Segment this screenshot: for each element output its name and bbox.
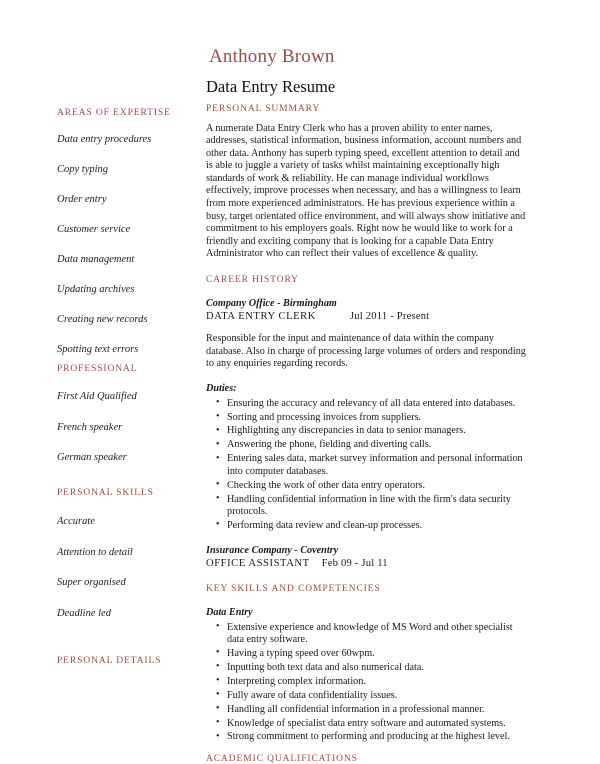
list-item: Order entry <box>57 194 107 205</box>
job-employer: Company Office - Birmingham <box>206 298 337 310</box>
key-skills-list <box>206 622 526 744</box>
skill-group-label: Data Entry <box>206 606 253 618</box>
list-item: • Strong commitment to performing and producing at the highest level. <box>206 731 526 743</box>
list-item: French speaker <box>57 421 123 433</box>
list-item: • Interpreting complex information. <box>206 676 526 688</box>
sidebar-section-personal-details <box>57 656 161 666</box>
list-item: • Entering sales data, market survey information and personal information into computer databases. <box>206 453 526 478</box>
list-item: • Inputting both text data and also numerical data. <box>206 662 526 674</box>
list-item: • Answering the phone, fielding and diverting calls. <box>206 439 526 451</box>
section-heading-personal-summary: PERSONAL SUMMARY <box>206 103 321 114</box>
job-entry <box>206 545 526 570</box>
list-item: • Extensive experience and knowledge of MS Word and other specialist data entry software. <box>206 622 526 647</box>
job-role: OFFICE ASSISTANT <box>206 557 310 569</box>
list-item: Attention to detail <box>57 546 133 558</box>
sidebar-heading-expertise: AREAS OF EXPERTISE <box>57 108 171 118</box>
personal-summary-text: A numerate Data Entry Clerk who has a proven ability to enter names, addresses, statistical information, business information, account numbers and other data. Anthony has superb typing speed, excellent attention to detail and is able to juggle a variety of tasks whilst maintaining exceptionally high standards of work & reliability. He can manage individual workflows effectively, improve processes when necessary, and has a willingness to learn from more experienced administrators. He has previous experience within a busy, target orientated office environment, and will always show initiative and commitment to his employers goals. Right now he would like to work for a friendly and exciting company that is looking for a capable Data Entry Administrator who can reflect their values of excellence & quality. <box>206 122 526 260</box>
candidate-name: Anthony Brown <box>209 46 335 67</box>
list-item: • Handling confidential information in line with the firm's data security protocols. <box>206 494 526 519</box>
job-role: DATA ENTRY CLERK <box>206 310 316 322</box>
list-item: • Having a typing speed over 60wpm. <box>206 648 526 660</box>
list-item: Copy typing <box>57 164 109 175</box>
section-heading-academic: ACADEMIC QUALIFICATIONS <box>206 753 358 764</box>
job-role-line <box>206 311 526 324</box>
sidebar-list-personal-skills <box>57 517 154 619</box>
list-item: Data entry procedures <box>57 134 152 145</box>
list-item: • Sorting and processing invoices from suppliers. <box>206 412 526 424</box>
sidebar-heading-professional: PROFESSIONAL <box>57 364 138 374</box>
section-heading-career-history: CAREER HISTORY <box>206 275 299 286</box>
job-role-line <box>206 558 526 571</box>
list-item: • Fully aware of data confidentiality issues. <box>206 690 526 702</box>
job-description: Responsible for the input and maintenance of data within the company database. Also in charge of processing large volumes of orders and responding to any enquiries regarding records. <box>206 333 526 370</box>
job-entry <box>206 298 526 532</box>
list-item: Accurate <box>57 516 95 527</box>
list-item: • Handling all confidential information in a professional manner. <box>206 704 526 716</box>
sidebar-section-expertise <box>57 108 171 375</box>
sidebar-heading-personal-skills: PERSONAL SKILLS <box>57 488 154 498</box>
list-item: Updating archives <box>57 284 135 295</box>
list-item: Customer service <box>57 224 131 235</box>
duties-list <box>206 398 526 533</box>
sidebar-heading-personal-details: PERSONAL DETAILS <box>57 656 162 666</box>
list-item: German speaker <box>57 452 127 463</box>
list-item: • Knowledge of specialist data entry software and automated systems. <box>206 718 526 730</box>
job-dates: Feb 09 - Jul 11 <box>321 557 388 569</box>
list-item: Data management <box>57 254 135 265</box>
list-item: • Performing data review and clean-up processes. <box>206 520 526 532</box>
job-dates: Jul 2011 - Present <box>349 310 430 322</box>
sidebar-section-personal-skills <box>57 488 154 639</box>
list-item: First Aid Qualified <box>57 391 137 402</box>
main-column <box>206 47 526 764</box>
list-item: Spotting text errors <box>57 344 139 355</box>
sidebar-list-professional <box>57 392 137 464</box>
job-employer: Insurance Company - Coventry <box>206 545 339 557</box>
sidebar-section-professional <box>57 364 137 484</box>
duties-label: Duties: <box>206 382 237 394</box>
list-item: Creating new records <box>57 314 148 325</box>
list-item: • Checking the work of other data entry operators. <box>206 480 526 492</box>
list-item: Deadline led <box>57 607 111 619</box>
section-heading-key-skills: KEY SKILLS AND COMPETENCIES <box>206 583 381 594</box>
list-item: Super organised <box>57 577 126 588</box>
list-item: • Ensuring the accuracy and relevancy of all data entered into databases. <box>206 398 526 410</box>
list-item: • Highlighting any discrepancies in data to senior managers. <box>206 425 526 437</box>
page-title: Data Entry Resume <box>206 77 336 96</box>
sidebar-list-expertise <box>57 135 171 356</box>
